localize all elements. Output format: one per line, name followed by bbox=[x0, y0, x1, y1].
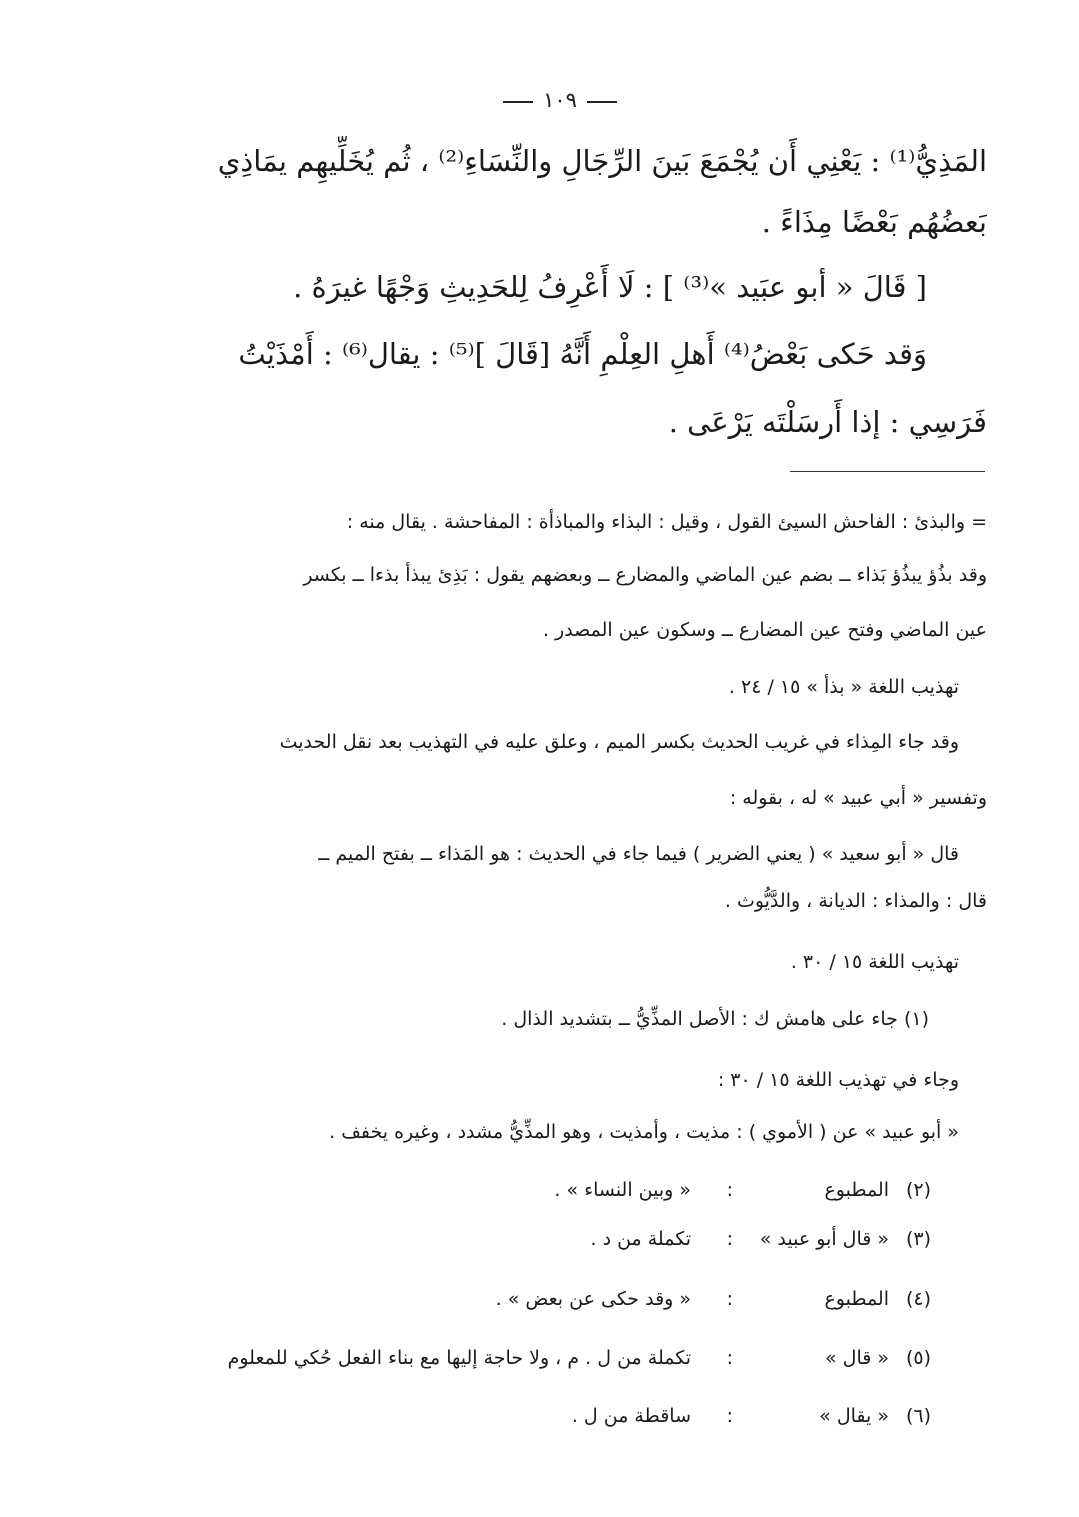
footnote-source: « قال » bbox=[824, 1347, 889, 1369]
footnote-number: (٢) bbox=[905, 1179, 931, 1201]
footnote-separator-colon: : bbox=[726, 1405, 733, 1427]
footnote-text: « وبين النساء » . bbox=[554, 1179, 691, 1201]
page-number-dash-right bbox=[587, 101, 617, 103]
footnote-item-5 bbox=[31, 1343, 931, 1373]
footnote-source: « يقال » bbox=[819, 1405, 889, 1427]
main-text-line-3: [ قَالَ « أبو عبَيد »⁽³⁾ ] : لَا أَعْرِفُ لِلحَدِيثِ وَجْهًا غيرَهُ . bbox=[293, 270, 927, 304]
footnote-separator-colon: : bbox=[726, 1288, 733, 1310]
footnote-item-3 bbox=[31, 1224, 931, 1254]
note-line-12: « أبو عبيد » عن ( الأموي ) : مذيت ، وأمذيت ، وهو المذِّيُّ مشدد ، وغيره يخفف . bbox=[329, 1121, 959, 1143]
footnote-number: (٣) bbox=[905, 1228, 931, 1250]
footnote-source: المطبوع bbox=[824, 1288, 889, 1310]
note-line-4: تهذيب اللغة « بذأ » ١٥ / ٢٤ . bbox=[728, 676, 959, 698]
note-line-6: وتفسير « أبي عبيد » له ، بقوله : bbox=[729, 787, 987, 809]
note-line-8: قال : والمذاء : الديانة ، والدَّيُّوث . bbox=[724, 890, 987, 912]
footnote-item-2 bbox=[31, 1175, 931, 1205]
page-number-text: ١٠٩ bbox=[543, 88, 577, 112]
page-number-dash-left bbox=[503, 101, 533, 103]
main-text-line-1: المَذِيُّ⁽¹⁾ : يَعْنِي أَن يُجْمَعَ بَينَ الرِّجَالِ والنِّسَاءِ⁽²⁾ ، ثُم يُخَلِّيهِم يمَاذِي bbox=[217, 144, 987, 178]
main-text-line-2: بَعضُهُم بَعْضًا مِذَاءً . bbox=[761, 205, 987, 239]
footnote-number: (٦) bbox=[905, 1405, 931, 1427]
note-line-10: (١) جاء على هامش ك : الأصل المذِّيُّ ــ بتشديد الذال . bbox=[501, 1008, 929, 1030]
main-text-line-4: وَقد حَكى بَعْضُ⁽⁴⁾ أَهلِ العِلْمِ أَنَّهُ [قَالَ ]⁽⁵⁾ : يقال⁽⁶⁾ : أَمْذَيْتُ bbox=[238, 337, 927, 371]
main-text-line-5: فَرَسِي : إذا أَرسَلْتَه يَرْعَى . bbox=[668, 405, 987, 439]
footnote-separator-colon: : bbox=[726, 1347, 733, 1369]
footnote-source: « قال أبو عبيد » bbox=[759, 1228, 889, 1250]
footnote-separator-colon: : bbox=[726, 1228, 733, 1250]
note-line-2: وقد بذُؤ يبذُؤ بَذاء ــ بضم عين الماضي والمضارع ــ وبعضهم يقول : بَذِئ يبذأ بذءا ــ بكسر bbox=[303, 564, 987, 586]
footnote-item-6 bbox=[31, 1401, 931, 1431]
note-line-3: عين الماضي وفتح عين المضارع ــ وسكون عين المصدر . bbox=[542, 619, 987, 641]
footnote-text: تكملة من ل . م ، ولا حاجة إليها مع بناء الفعل حُكي للمعلوم bbox=[227, 1347, 691, 1369]
footnote-separator-colon: : bbox=[726, 1179, 733, 1201]
note-line-9: تهذيب اللغة ١٥ / ٣٠ . bbox=[790, 951, 959, 973]
footnote-number: (٥) bbox=[905, 1347, 931, 1369]
footnote-separator bbox=[790, 471, 985, 472]
footnote-text: تكملة من د . bbox=[590, 1228, 691, 1250]
footnote-source: المطبوع bbox=[824, 1179, 889, 1201]
note-line-1: = والبذئ : الفاحش السيئ القول ، وقيل : البذاء والمباذأة : المفاحشة . يقال منه : bbox=[346, 511, 987, 533]
note-line-11: وجاء في تهذيب اللغة ١٥ / ٣٠ : bbox=[717, 1069, 959, 1091]
footnote-text: ساقطة من ل . bbox=[571, 1405, 691, 1427]
note-line-5: وقد جاء المِذاء في غريب الحديث بكسر الميم ، وعلق عليه في التهذيب بعد نقل الحديث bbox=[279, 731, 959, 753]
page-number bbox=[440, 86, 680, 114]
note-line-7: قال « أبو سعيد » ( يعني الضرير ) فيما جاء في الحديث : هو المَذاء ــ بفتح الميم ــ bbox=[318, 843, 959, 865]
footnote-number: (٤) bbox=[905, 1288, 931, 1310]
footnote-text: « وقد حكى عن بعض » . bbox=[495, 1288, 691, 1310]
footnote-item-4 bbox=[31, 1284, 931, 1314]
